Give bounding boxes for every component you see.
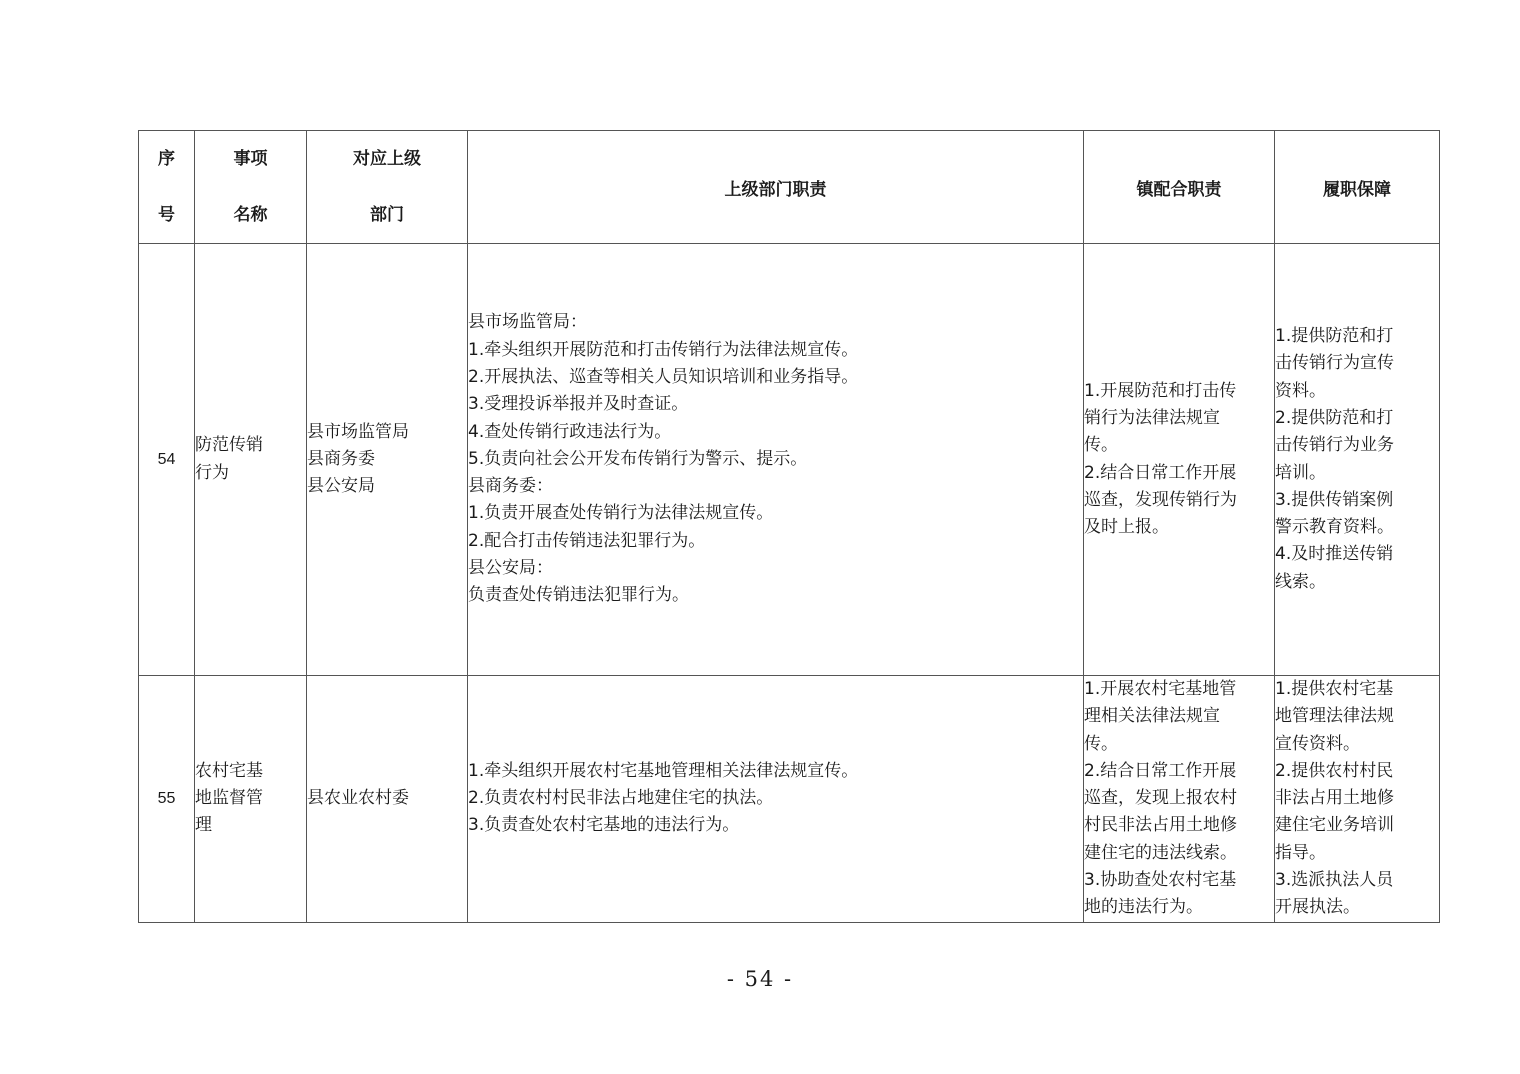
text-line: 理 bbox=[195, 815, 212, 836]
text-line: 3.选派执法人员 bbox=[1275, 870, 1394, 891]
text-line: 开展执法。 bbox=[1275, 897, 1360, 918]
row-town-duty bbox=[1084, 676, 1275, 923]
text-line: 巡查，发现传销行为 bbox=[1084, 489, 1237, 510]
header-item-name-line-2: 名称 bbox=[233, 205, 268, 225]
table-row bbox=[139, 676, 1440, 923]
text-line: 行为 bbox=[195, 462, 229, 483]
text-line: 传。 bbox=[1084, 733, 1118, 754]
row-superior-dept bbox=[307, 244, 468, 676]
text-line: 1.开展防范和打击传 bbox=[1084, 380, 1237, 401]
row-superior-duty bbox=[468, 676, 1084, 923]
row-guarantee bbox=[1275, 676, 1440, 923]
text-line: 1.牵头组织开展防范和打击传销行为法律法规宣传。 bbox=[468, 339, 859, 360]
text-line: 地管理法律法规 bbox=[1275, 706, 1394, 727]
text-line: 击传销行为业务 bbox=[1275, 435, 1394, 456]
text-line: 1.提供农村宅基 bbox=[1275, 679, 1394, 699]
text-line: 销行为法律法规宣 bbox=[1084, 407, 1220, 428]
text-line: 2.负责农村村民非法占地建住宅的执法。 bbox=[468, 788, 774, 809]
header-superior-duty: 上级部门职责 bbox=[468, 131, 1084, 244]
text-line: 击传销行为宣传 bbox=[1275, 353, 1394, 374]
text-line: 建住宅业务培训 bbox=[1275, 815, 1394, 836]
text-line: 县公安局 bbox=[307, 476, 375, 497]
row-town-duty bbox=[1084, 244, 1275, 676]
text-line: 3.受理投诉举报并及时查证。 bbox=[468, 394, 689, 415]
text-line: 4.及时推送传销 bbox=[1275, 544, 1394, 565]
header-superior-dept bbox=[307, 131, 468, 244]
text-line: 培训。 bbox=[1275, 462, 1326, 483]
text-line: 村民非法占用土地修 bbox=[1084, 815, 1237, 836]
text-line: 县商务委： bbox=[468, 476, 553, 497]
text-line: 县农业农村委 bbox=[307, 788, 409, 809]
text-line: 2.提供农村村民 bbox=[1275, 760, 1394, 781]
header-guarantee: 履职保障 bbox=[1275, 131, 1440, 244]
table-row bbox=[139, 244, 1440, 676]
text-line: 地的违法行为。 bbox=[1084, 897, 1203, 918]
header-town-duty: 镇配合职责 bbox=[1084, 131, 1275, 244]
text-line: 3.负责查处农村宅基地的违法行为。 bbox=[468, 815, 740, 836]
text-line: 警示教育资料。 bbox=[1275, 517, 1394, 538]
row-item-name bbox=[195, 676, 307, 923]
table-header-row bbox=[139, 131, 1440, 244]
row-superior-dept bbox=[307, 676, 468, 923]
text-line: 2.结合日常工作开展 bbox=[1084, 760, 1237, 781]
header-item-name bbox=[195, 131, 307, 244]
text-line: 1.牵头组织开展农村宅基地管理相关法律法规宣传。 bbox=[468, 760, 859, 781]
header-seq bbox=[139, 131, 195, 244]
header-item-name-line-1: 事项 bbox=[233, 149, 268, 169]
text-line: 县商务委 bbox=[307, 448, 375, 469]
text-line: 建住宅的违法线索。 bbox=[1084, 842, 1237, 863]
text-line: 及时上报。 bbox=[1084, 517, 1169, 538]
header-superior-dept-line-1: 对应上级 bbox=[353, 149, 421, 169]
text-line: 2.结合日常工作开展 bbox=[1084, 462, 1237, 483]
text-line: 县市场监管局： bbox=[468, 312, 587, 333]
duty-table bbox=[138, 130, 1440, 923]
text-line: 县公安局： bbox=[468, 558, 553, 579]
text-line: 1.开展农村宅基地管 bbox=[1084, 679, 1237, 699]
text-line: 非法占用土地修 bbox=[1275, 788, 1394, 809]
text-line: 4.查处传销行政违法行为。 bbox=[468, 421, 672, 442]
header-seq-line-2: 号 bbox=[158, 205, 175, 225]
text-line: 防范传销 bbox=[195, 435, 263, 456]
text-line: 线索。 bbox=[1275, 571, 1326, 592]
text-line: 农村宅基 bbox=[195, 760, 263, 781]
text-line: 县市场监管局 bbox=[307, 421, 409, 442]
page-number: - 54 - bbox=[726, 967, 794, 991]
text-line: 理相关法律法规宣 bbox=[1084, 706, 1220, 727]
text-line: 资料。 bbox=[1275, 380, 1326, 401]
row-superior-duty bbox=[468, 244, 1084, 676]
text-line: 负责查处传销违法犯罪行为。 bbox=[468, 585, 689, 606]
row-seq: 55 bbox=[139, 676, 195, 923]
text-line: 5.负责向社会公开发布传销行为警示、提示。 bbox=[468, 448, 808, 469]
row-guarantee bbox=[1275, 244, 1440, 676]
text-line: 1.负责开展查处传销行为法律法规宣传。 bbox=[468, 503, 774, 524]
text-line: 2.配合打击传销违法犯罪行为。 bbox=[468, 530, 706, 551]
text-line: 1.提供防范和打 bbox=[1275, 326, 1394, 347]
row-seq: 54 bbox=[139, 244, 195, 676]
header-superior-dept-line-2: 部门 bbox=[370, 205, 404, 225]
text-line: 巡查，发现上报农村 bbox=[1084, 788, 1237, 809]
text-line: 2.开展执法、巡查等相关人员知识培训和业务指导。 bbox=[468, 366, 859, 387]
text-line: 传。 bbox=[1084, 435, 1118, 456]
text-line: 宣传资料。 bbox=[1275, 733, 1360, 754]
text-line: 地监督管 bbox=[195, 788, 263, 809]
row-item-name bbox=[195, 244, 307, 676]
text-line: 指导。 bbox=[1275, 842, 1326, 863]
header-seq-line-1: 序 bbox=[158, 149, 175, 169]
text-line: 3.提供传销案例 bbox=[1275, 489, 1394, 510]
text-line: 3.协助查处农村宅基 bbox=[1084, 870, 1237, 891]
text-line: 2.提供防范和打 bbox=[1275, 407, 1394, 428]
